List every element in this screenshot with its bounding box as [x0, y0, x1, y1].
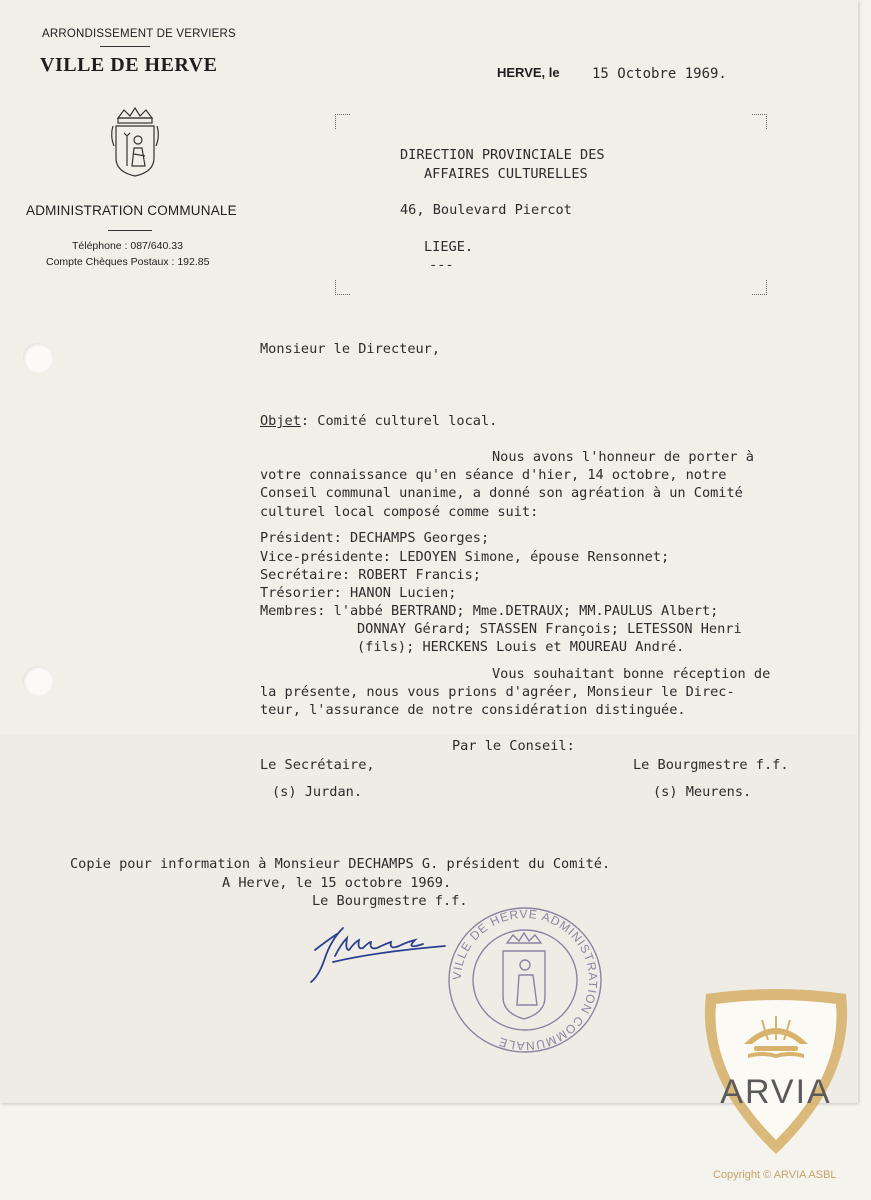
secretary-title: Le Secrétaire,: [260, 757, 375, 773]
copy-note-line-1: Copie pour information à Monsieur DECHAMPS G. président du Comité.: [70, 856, 611, 872]
copy-note-line-3: Le Bourgmestre f.f.: [312, 893, 468, 909]
arrondissement-label: ARRONDISSEMENT DE VERVIERS: [42, 28, 236, 40]
recipient-city: LIEGE.: [424, 239, 474, 255]
by-council: Par le Conseil:: [452, 738, 575, 754]
telephone-label: Téléphone : 087/640.33: [72, 240, 183, 252]
stamp-text: VILLE DE HERVE ADMINISTRATION COMMUNALE: [449, 906, 601, 1054]
paragraph-1-line: votre connaissance qu'en séance d'hier, 14 octobre, notre: [260, 467, 727, 483]
official-stamp: [445, 905, 605, 1055]
subject-text: : Comité culturel local.: [300, 413, 498, 429]
address-window-corner: [752, 280, 767, 295]
postal-account-label: Compte Chèques Postaux : 192.85: [46, 256, 210, 268]
committee-line: Vice-présidente: LEDOYEN Simone, épouse Rensonnet;: [260, 549, 670, 565]
arvia-logo-text: ARVIA: [720, 1073, 832, 1111]
divider: [100, 46, 150, 47]
paragraph-1-line: culturel local composé comme suit:: [260, 504, 539, 520]
subject-label: Objet: [260, 413, 301, 429]
committee-line: Président: DECHAMPS Georges;: [260, 530, 490, 546]
mayor-signature: (s) Meurens.: [653, 784, 752, 800]
mayor-title: Le Bourgmestre f.f.: [633, 757, 789, 773]
recipient-line-2: AFFAIRES CULTURELLES: [424, 166, 588, 182]
committee-line: (fils); HERCKENS Louis et MOUREAU André.: [357, 639, 685, 655]
administration-label: ADMINISTRATION COMMUNALE: [26, 203, 237, 218]
copyright-notice: Copyright © ARVIA ASBL: [713, 1169, 837, 1181]
coat-of-arms-icon: [110, 106, 160, 178]
punch-hole-top: [23, 343, 53, 373]
punch-hole-bottom: [23, 666, 53, 696]
arvia-logo: [696, 988, 856, 1160]
committee-line: Secrétaire: ROBERT Francis;: [260, 567, 481, 583]
address-window-corner: [335, 280, 350, 295]
divider: [108, 230, 152, 231]
paragraph-2-line: teur, l'assurance de notre considération distinguée.: [260, 702, 686, 718]
recipient-address: 46, Boulevard Piercot: [400, 202, 572, 218]
paragraph-1-line: Conseil communal unanime, a donné son agréation à un Comité: [260, 485, 743, 501]
secretary-signature: (s) Jurdan.: [272, 784, 363, 800]
dateline-date: 15 Octobre 1969.: [592, 66, 727, 82]
paragraph-2-line: la présente, nous vous prions d'agréer, Monsieur le Direc-: [260, 684, 735, 700]
subject-line: [260, 415, 497, 429]
committee-line: DONNAY Gérard; STASSEN François; LETESSON Henri: [357, 621, 742, 637]
recipient-dash: ---: [429, 257, 454, 273]
paragraph-1-line: Nous avons l'honneur de porter à: [492, 449, 754, 465]
committee-line: Trésorier: HANON Lucien;: [260, 585, 457, 601]
recipient-line-1: DIRECTION PROVINCIALE DES: [400, 147, 605, 163]
copy-note-line-2: A Herve, le 15 octobre 1969.: [222, 875, 452, 891]
handwritten-signature: [305, 920, 455, 990]
address-window-corner: [752, 114, 767, 129]
committee-line: Membres: l'abbé BERTRAND; Mme.DETRAUX; MM.PAULUS Albert;: [260, 603, 719, 619]
town-name: VILLE DE HERVE: [40, 54, 218, 76]
paragraph-2-line: Vous souhaitant bonne réception de: [492, 666, 771, 682]
address-window-corner: [335, 114, 350, 129]
dateline-place: HERVE, le: [497, 65, 560, 80]
salutation: Monsieur le Directeur,: [260, 341, 441, 357]
